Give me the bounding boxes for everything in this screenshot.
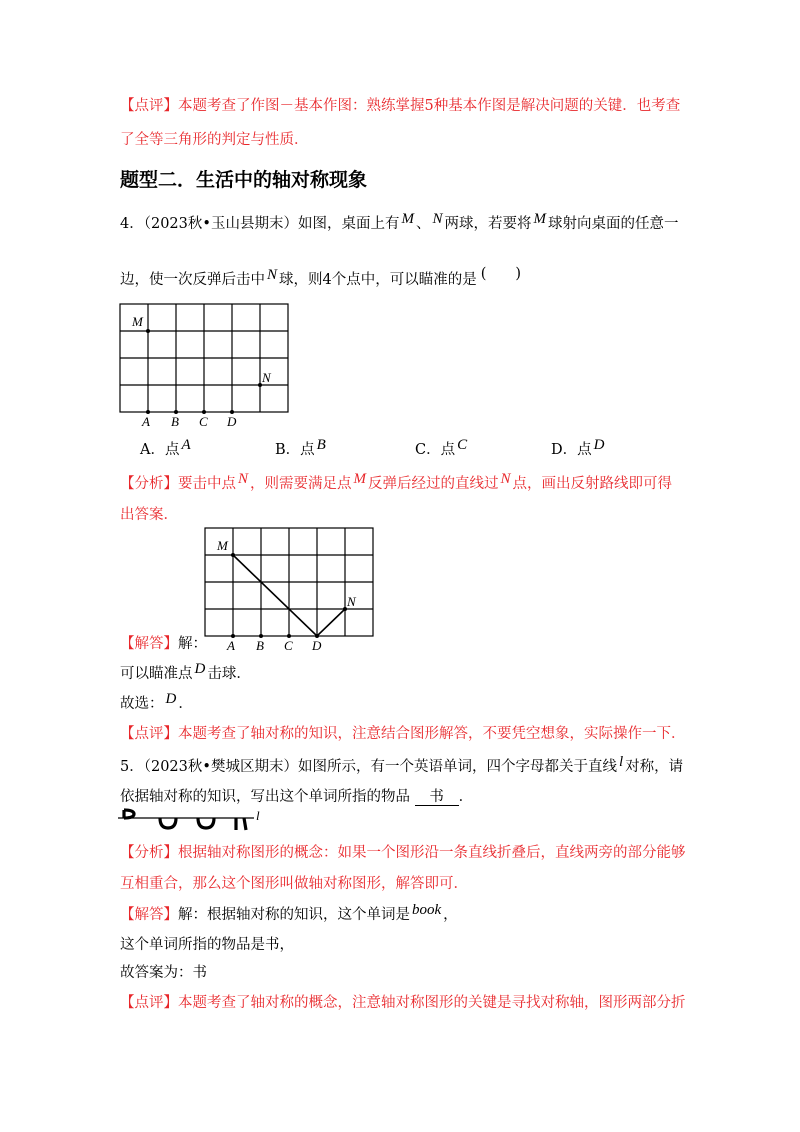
letter-o-2 <box>198 818 214 828</box>
q4-solution-line-3 <box>120 691 193 714</box>
label-A: A <box>227 638 235 653</box>
comment-tag: 【点评】 <box>120 995 178 1011</box>
comment-text: 本题考查了轴对称的知识，注意结合图形解答，不要凭空想象，实际操作一下． <box>178 726 686 742</box>
option-var: C <box>457 437 468 453</box>
q4-line-1 <box>120 211 679 234</box>
option-d[interactable] <box>551 437 606 460</box>
option-var: B <box>316 437 326 453</box>
option-b[interactable] <box>275 437 328 460</box>
q4-analysis-line-1 <box>120 471 673 494</box>
var-M: M <box>401 211 414 227</box>
label-N: N <box>262 370 271 385</box>
comment-tag: 【点评】 <box>120 726 178 742</box>
q4-text: 、 <box>415 216 431 232</box>
comment-text: 本题考查了轴对称的概念，注意轴对称图形的关键是寻找对称轴，图形两部分折 <box>178 995 686 1011</box>
q5-solution-line-3: 故答案为：书 <box>120 965 207 981</box>
var-l: l <box>618 754 624 770</box>
question-source: （2023秋•樊城区期末） <box>143 759 298 775</box>
label-C: C <box>199 414 208 429</box>
reflection-path-figure <box>203 524 383 656</box>
var-N: N <box>432 211 443 227</box>
q5-analysis-line-2: 互相重合，那么这个图形叫做轴对称图形，解答即可． <box>120 876 468 892</box>
q4-text: 如图，桌面上有 <box>297 216 400 232</box>
comment-1-line-2: 了全等三角形的判定与性质． <box>120 132 309 148</box>
letter-o-1 <box>160 818 176 828</box>
q5-text: ． <box>458 789 474 805</box>
option-letter: D． <box>551 442 578 458</box>
comment-tag: 【点评】 <box>120 98 178 114</box>
answer-paren: ( ) <box>480 266 522 282</box>
analysis-tag: 【分析】 <box>120 476 178 492</box>
q4-comment <box>120 724 686 744</box>
label-B: B <box>171 414 179 429</box>
solution-text: 可以瞄准点 <box>120 666 193 682</box>
label-C: C <box>284 638 293 653</box>
analysis-text: 要击中点 <box>178 476 236 492</box>
option-a[interactable] <box>140 437 193 460</box>
q4-text: 两球，若要将 <box>444 216 532 232</box>
option-text: 点 <box>164 442 180 458</box>
analysis-tag: 【分析】 <box>120 845 178 861</box>
solution-text: 击球． <box>207 666 251 682</box>
question-number: 5． <box>120 759 144 775</box>
var-N: N <box>500 471 511 487</box>
analysis-text: 反弹后经过的直线过 <box>368 476 499 492</box>
q5-text: 对称，请 <box>625 759 684 775</box>
analysis-text: 根据轴对称图形的概念：如果一个图形沿一条直线折叠后，直线两旁的部分能够 <box>178 845 686 861</box>
solution-text: 解： <box>178 636 207 652</box>
q4-text: 球，则4个点中，可以瞄准的是 <box>279 272 477 288</box>
option-text: 点 <box>440 442 456 458</box>
q5-text: 依据轴对称的知识，写出这个单词所指的物品 <box>120 789 410 805</box>
label-A: A <box>142 414 150 429</box>
q4-line-2 <box>120 266 522 290</box>
point-M <box>231 553 235 557</box>
q5-comment <box>120 993 686 1013</box>
var-D: D <box>165 691 177 707</box>
point-M <box>146 329 150 333</box>
answer-word: book <box>412 902 442 918</box>
label-B: B <box>256 638 264 653</box>
table-grid-figure <box>118 300 298 430</box>
label-M: M <box>132 314 143 329</box>
solution-tag: 【解答】 <box>120 907 178 923</box>
solution-tag: 【解答】 <box>120 636 178 652</box>
q5-solution-line-1 <box>120 902 458 925</box>
label-D: D <box>312 638 322 653</box>
option-c[interactable] <box>415 437 469 460</box>
answer-blank: 书 <box>415 789 459 806</box>
q5-text: 如图所示，有一个英语单词，四个字母都关于直线 <box>297 759 617 775</box>
var-D: D <box>194 661 206 677</box>
mirrored-word-figure <box>118 806 268 834</box>
axis-label-l: l <box>256 808 260 823</box>
option-letter: A． <box>140 442 165 458</box>
comment-text: 本题考查了作图－基本作图：熟练掌握5种基本作图是解决问题的关键．也考查 <box>178 98 681 114</box>
solution-text: 故选： <box>120 696 164 712</box>
letter-k-leg <box>244 818 246 830</box>
question-source: （2023秋•玉山县期末） <box>143 216 298 232</box>
solution-text: ． <box>178 696 193 712</box>
q5-line-1 <box>120 754 684 777</box>
option-text: 点 <box>300 442 315 458</box>
label-D: D <box>227 414 237 429</box>
comment-1-line-1 <box>120 96 680 116</box>
var-N: N <box>267 267 278 283</box>
var-M: M <box>353 471 367 487</box>
solution-text: ， <box>443 907 458 923</box>
option-var: D <box>593 437 605 453</box>
q4-solution-line-2 <box>120 661 251 684</box>
q4-text: 边，使一次反弹后击中 <box>120 272 265 288</box>
option-letter: B． <box>275 442 301 458</box>
q5-solution-line-2: 这个单词所指的物品是书， <box>120 937 294 953</box>
option-text: 点 <box>577 442 592 458</box>
q4-solution-line-1 <box>120 634 207 654</box>
analysis-text: ，则需要满足点 <box>250 476 352 492</box>
q4-analysis-line-2: 出答案． <box>120 507 178 523</box>
var-N: N <box>238 471 249 487</box>
q4-text: 球射向桌面的任意一 <box>547 216 679 232</box>
var-M: M <box>533 211 546 227</box>
q5-line-2 <box>120 787 473 807</box>
label-N: N <box>347 594 356 609</box>
question-number: 4． <box>120 216 144 232</box>
option-letter: C． <box>415 442 441 458</box>
analysis-text: 点，画出反射路线即可得 <box>512 476 673 492</box>
label-M: M <box>217 538 228 553</box>
section-title: 题型二．生活中的轴对称现象 <box>120 169 368 191</box>
solution-text: 解：根据轴对称的知识，这个单词是 <box>178 907 410 923</box>
option-var: A <box>181 437 191 453</box>
q5-analysis-line-1 <box>120 843 686 863</box>
